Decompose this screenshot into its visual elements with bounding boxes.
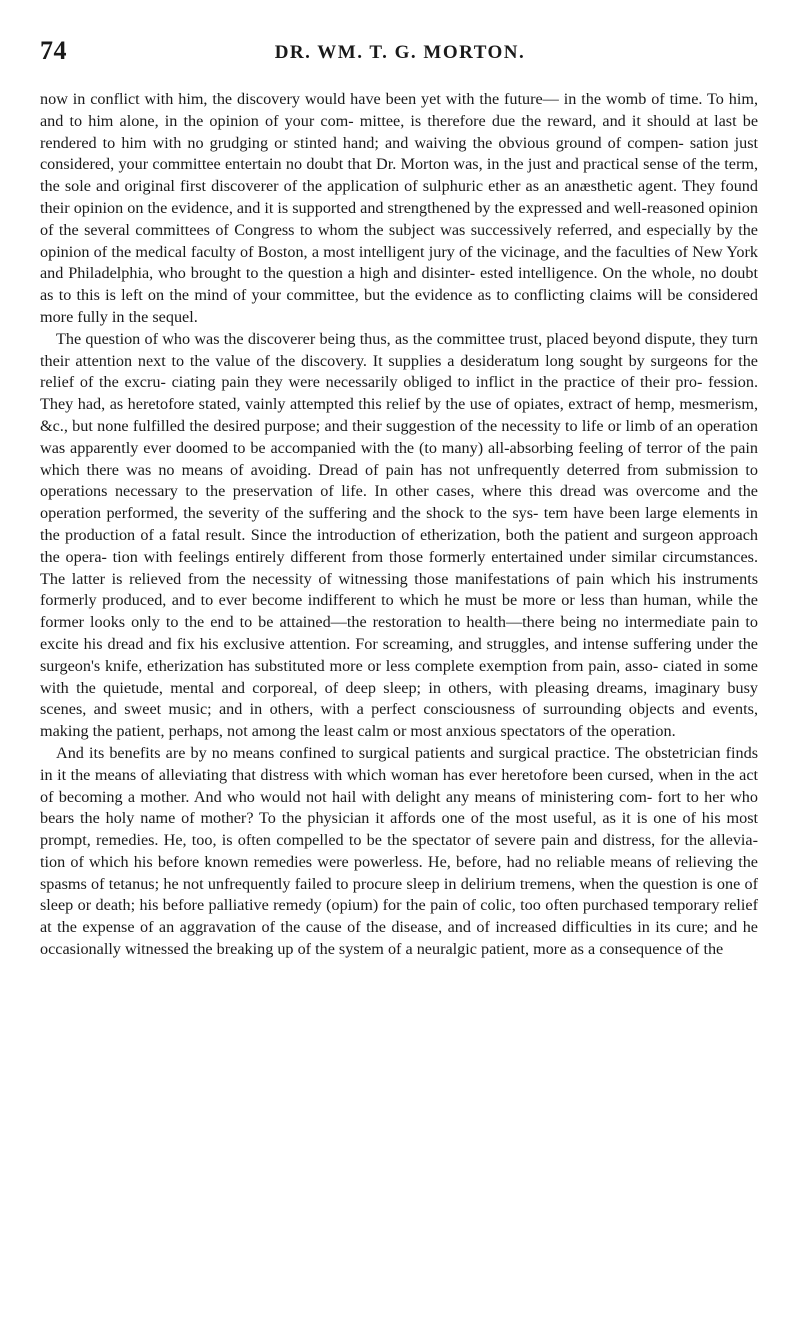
running-head [40,36,760,64]
paragraph-benefits: And its benefits are by no means confined to surgical patients and surgical practice. The obstetrician finds in it the means of alleviating that distress with which woman has ever heretofore been cursed, when in the act of becoming a mother. And who would not hail with delight any means of ministering com- fort to her who bears the holy name of mother? To the physician it affords one of the most useful, as it is one of his most prompt, remedies. He, too, is often compelled to be the spectator of severe pain and distress, for the allevia- tion of which his before known remedies were powerless. He, before, had no reliable means of relieving the spasms of tetanus; he not unfrequently failed to procure sleep in delirium tremens, when the question is one of sleep or death; his before palliative remedy (opium) for the pain of colic, too often purchased temporary relief at the expense of an aggravation of the cause of the disease, and of increased difficulties in its cure; and he occasionally witnessed the breaking up of the system of a neuralgic patient, more as a consequence of the [40,743,758,959]
paragraph-continuation: now in conflict with him, the discovery would have been yet with the future— in the womb of time. To him, and to him alone, in the opinion of your com- mittee, is therefore due the reward, and it should at last be rendered to him with no grudging or stinted hand; and waiving the obvious ground of compen- sation just considered, your committee entertain no doubt that Dr. Morton was, in the just and practical sense of the term, the sole and original first discoverer of the application of sulphuric ether as an anæsthetic agent. They found their opinion on the evidence, and it is supported and strengthened by the expressed and well-reasoned opinion of the several committees of Congress to whom the subject was successively referred, and especially by the opinion of the medical faculty of Boston, a most intelligent jury of the vicinage, and the faculties of New York and Philadelphia, who brought to the question a high and disinter- ested intelligence. On the whole, no doubt as to this is left on the mind of your committee, but the evidence as to conflicting claims will be considered more fully in the sequel. [40,90,758,326]
page-number: 74 [40,36,67,65]
paragraph-value-of-discovery: The question of who was the discoverer being thus, as the committee trust, placed beyond dispute, they turn their attention next to the value of the discovery. It supplies a desideratum long sought by surgeons for the relief of the excru- ciating pain they were necessarily obliged to inflict in the practice of their pro- fession. They had, as heretofore stated, vainly attempted this relief by the use of opiates, extract of hemp, mesmerism, &c., but none fulfilled the desired purpose; and their suggestion of the necessity to life or limb of an operation was apparently ever doomed to be accompanied with the (to many) all-absorbing feeling of terror of the pain which there was no means of avoiding. Dread of pain has not unfrequently deterred from submission to operations necessary to the preservation of life. In other cases, where this dread was overcome and the operation performed, the severity of the suffering and the shock to the sys- tem have been large elements in the production of a fatal result. Since the introduction of etherization, both the patient and surgeon approach the opera- tion with feelings entirely different from those formerly entertained under similar circumstances. The latter is relieved from the necessity of witnessing those manifestations of pain which his instruments formerly produced, and to ever become indifferent to which he must be more or less than human, while the former looks only to the end to be attained—the restoration to health—there being no intermediate pain to excite his dread and fix his exclusive attention. For screaming, and struggles, and intense suffering under the surgeon's knife, etherization has substituted more or less complete exemption from pain, asso- ciated in some with the quietude, mental and corporeal, of deep sleep; in others, with pleasing dreams, imaginary busy scenes, and sweet music; and in others, with a perfect consciousness of surrounding objects and events, making the patient, perhaps, not among the least calm or most anxious spectators of the operation. [40,329,758,741]
running-title: DR. WM. T. G. MORTON. [274,42,526,63]
body-text [40,89,758,961]
